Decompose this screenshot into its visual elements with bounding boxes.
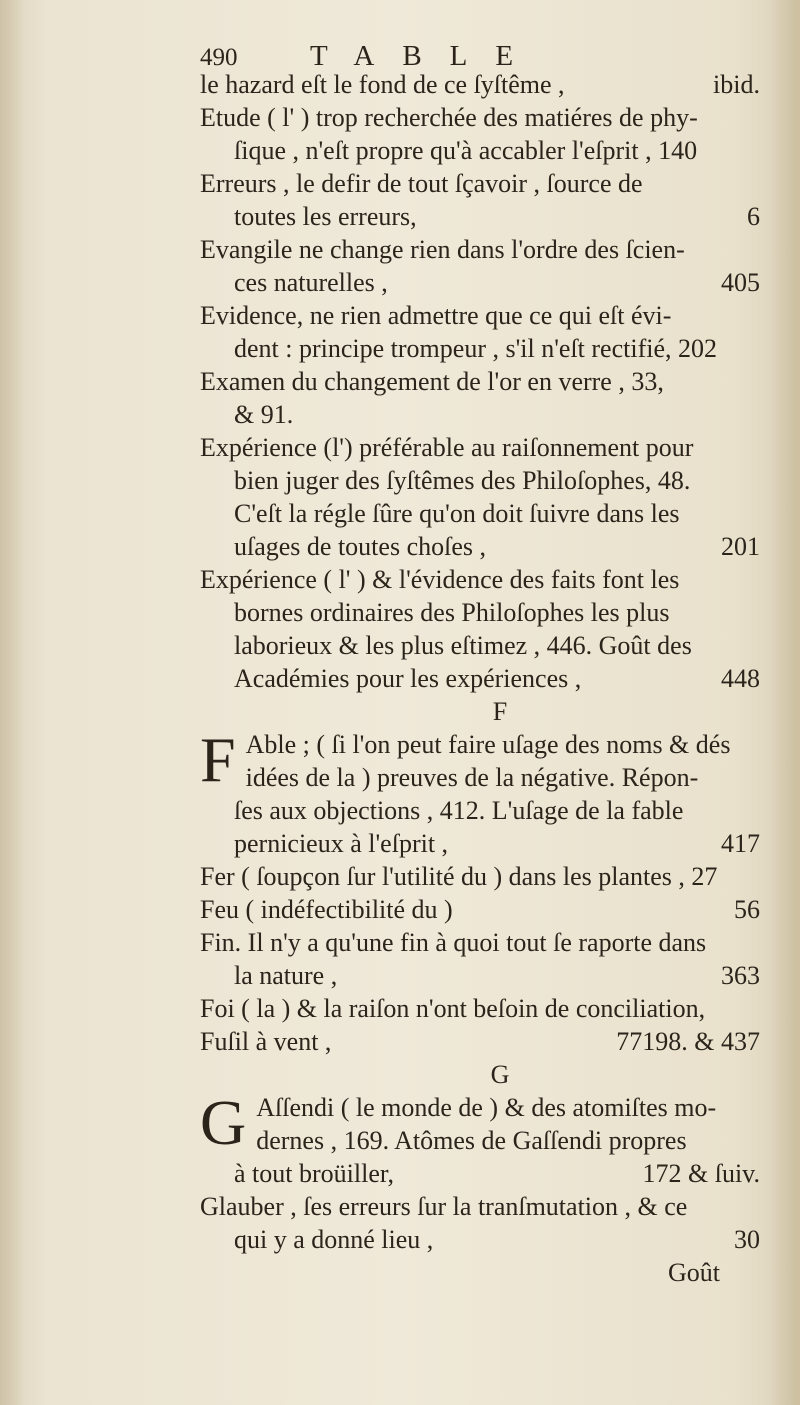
drop-cap-g: G	[200, 1087, 247, 1158]
page-reference: 363	[721, 961, 760, 990]
entry-line	[200, 431, 760, 464]
page-reference: 172 & ſuiv.	[642, 1159, 760, 1188]
entry-line	[200, 332, 760, 365]
entry-text: ſique , n'eſt propre qu'à accabler l'eſprit , 140	[234, 136, 698, 165]
entry-text: ces naturelles ,	[234, 268, 388, 297]
page-reference: 198. & 437	[642, 1027, 760, 1056]
page-reference: 405	[721, 268, 760, 297]
section-letter-f: F	[492, 697, 508, 726]
index-entry	[200, 1190, 760, 1256]
entry-line	[200, 563, 760, 596]
entry-text: à tout broüiller,	[234, 1159, 394, 1188]
page-reference: 6	[747, 202, 760, 231]
entry-line	[200, 860, 760, 893]
entry-text: Evangile ne change rien dans l'ordre des ſcien-	[200, 235, 685, 264]
page-reference: 448	[721, 664, 760, 693]
entry-text: Expérience (l') préférable au raiſonnement pour	[200, 433, 694, 462]
entry-line	[200, 200, 760, 233]
entry-text: Glauber , ſes erreurs ſur la tranſmutation , & ce	[200, 1192, 688, 1221]
entry-text: Aſſendi ( le monde de ) & des atomiſtes mo-	[256, 1093, 717, 1122]
drop-entry-line	[200, 1091, 760, 1124]
section-letter-g: G	[490, 1060, 510, 1089]
index-entry	[200, 68, 760, 101]
page-gutter-shadow	[0, 0, 24, 1405]
entry-line	[200, 893, 760, 926]
entry-line	[200, 629, 760, 662]
entry-line	[200, 134, 760, 167]
entry-text: Erreurs , le defir de tout ſçavoir , ſource de	[200, 169, 643, 198]
drop-cap-entry-g	[200, 1087, 760, 1190]
drop-entry-line	[200, 827, 760, 860]
index-column	[200, 68, 760, 1289]
entry-line	[200, 530, 760, 563]
entry-line	[200, 167, 760, 200]
index-entry	[200, 299, 760, 365]
drop-entry-line	[200, 728, 760, 761]
entry-text: toutes les erreurs,	[234, 202, 417, 231]
page-reference: 30	[734, 1225, 760, 1254]
entry-text: Fuſil à vent ,	[200, 1027, 332, 1056]
entry-line	[200, 959, 760, 992]
entry-line	[200, 398, 760, 431]
entry-line	[200, 101, 760, 134]
entry-text: la nature ,	[234, 961, 338, 990]
entry-line	[200, 299, 760, 332]
entry-line	[200, 497, 760, 530]
entry-text: ſes aux objections , 412. L'uſage de la fable	[234, 796, 684, 825]
entry-text: Able ; ( ſi l'on peut faire uſage des noms & dés	[245, 730, 731, 759]
entry-text: Evidence, ne rien admettre que ce qui eſt évi-	[200, 301, 672, 330]
catchword: Goût	[668, 1258, 720, 1287]
index-entry	[200, 365, 760, 431]
page-number: 490	[200, 44, 238, 71]
index-entry	[200, 233, 760, 299]
index-entry	[200, 167, 760, 233]
entry-text: pernicieux à l'eſprit ,	[234, 829, 449, 858]
entry-text: laborieux & les plus eſtimez , 446. Goût des	[234, 631, 692, 660]
entry-line	[200, 266, 760, 299]
drop-entry-line	[200, 1124, 760, 1157]
entry-line	[200, 1223, 760, 1256]
entry-line	[200, 596, 760, 629]
entry-line	[200, 365, 760, 398]
drop-cap-f: F	[200, 724, 236, 795]
entry-line	[200, 233, 760, 266]
entry-text: Examen du changement de l'or en verre , 33,	[200, 367, 664, 396]
entry-text: Feu ( indéfectibilité du )	[200, 895, 453, 924]
drop-entry-line	[200, 761, 760, 794]
entry-text: le hazard eſt le fond de ce ſyſtême ,	[200, 70, 565, 99]
entry-text: C'eſt la régle ſûre qu'on doit ſuivre dans les	[234, 499, 680, 528]
entry-text: idées de la ) preuves de la négative. Répon-	[245, 763, 699, 792]
running-title: TABLE	[310, 40, 542, 72]
drop-entry-line	[200, 1157, 760, 1190]
index-entry	[200, 101, 760, 167]
entry-text: bien juger des ſyſtêmes des Philoſophes, 48.	[234, 466, 691, 495]
page-reference: 77	[616, 1027, 643, 1056]
page-reference: ibid.	[713, 70, 760, 99]
entry-text: Fer ( ſoupçon ſur l'utilité du ) dans les plantes , 27	[200, 862, 718, 891]
page-edge-shadow	[770, 0, 800, 1405]
page-reference: 56	[734, 895, 760, 924]
page-reference: 417	[721, 829, 760, 858]
index-entry	[200, 431, 760, 563]
entry-text: dernes , 169. Atômes de Gaſſendi propres	[256, 1126, 687, 1155]
index-entry	[200, 563, 760, 695]
drop-entry-line	[200, 794, 760, 827]
entry-text: Académies pour les expériences ,	[234, 664, 582, 693]
entry-line	[200, 992, 760, 1025]
entry-line	[200, 68, 760, 101]
entry-text: dent : principe trompeur , s'il n'eſt rectifié, 202	[234, 334, 718, 363]
entry-text: Expérience ( l' ) & l'évidence des faits font les	[200, 565, 680, 594]
index-entry	[200, 926, 760, 992]
index-entry	[200, 893, 760, 926]
entry-text: uſages de toutes choſes ,	[234, 532, 486, 561]
entry-line	[200, 662, 760, 695]
entry-text: & 91.	[234, 400, 294, 429]
entry-text: bornes ordinaires des Philoſophes les plus	[234, 598, 670, 627]
page-reference: 201	[721, 532, 760, 561]
entry-text: Fin. Il n'y a qu'une fin à quoi tout ſe raporte dans	[200, 928, 707, 957]
entry-text: Etude ( l' ) trop recherchée des matiéres de phy-	[200, 103, 698, 132]
entry-text: Foi ( la ) & la raiſon n'ont beſoin de conciliation,	[200, 994, 706, 1023]
entry-line	[200, 926, 760, 959]
index-entry	[200, 860, 760, 893]
entry-line	[200, 1190, 760, 1223]
drop-cap-entry-f	[200, 724, 760, 860]
entry-text: qui y a donné lieu ,	[234, 1225, 434, 1254]
entry-line	[200, 464, 760, 497]
